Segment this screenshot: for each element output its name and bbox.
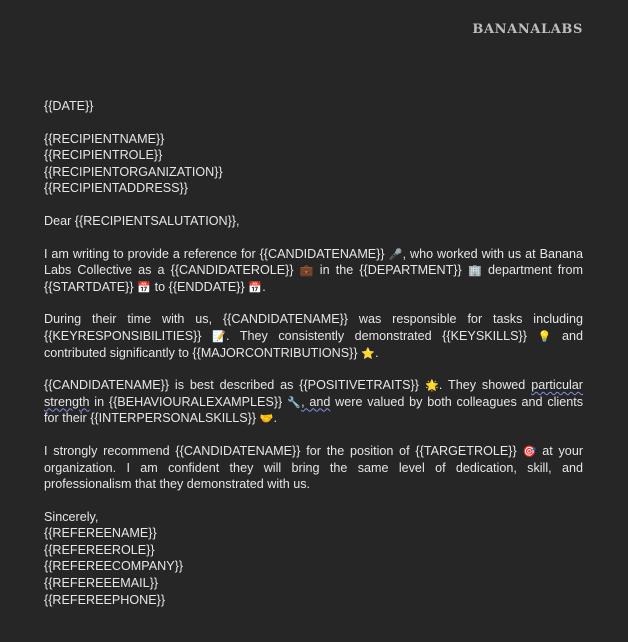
p2-text-b: . They consistently demonstrated {{KEYSKILLS}} <box>226 328 527 343</box>
salutation: Dear {{RECIPIENTSALUTATION}}, <box>44 213 240 228</box>
salutation-block <box>44 213 583 230</box>
spellcheck-underline[interactable]: particular strength <box>44 378 583 409</box>
reference-letter <box>44 98 583 624</box>
recipient-name: {{RECIPIENTNAME}} <box>44 131 165 146</box>
recipient-role: {{RECIPIENTROLE}} <box>44 148 163 163</box>
p3-text-e: , and <box>301 394 331 409</box>
date-field: {{DATE}} <box>44 99 94 113</box>
p1-text-c: in the {{DEPARTMENT}} <box>313 263 462 278</box>
p4-text-b: at your organization. I am confident they will bring the same level of dedication, skill, and professionalism that they demonstrated with us. <box>44 443 584 492</box>
p3-text-f: were valued by both colleagues and clients for their {{INTERPERSONALSKILLS}} <box>44 394 584 426</box>
microphone-icon: 🎤 <box>388 247 403 261</box>
p1-text-a: I am writing to provide a reference for {{CANDIDATENAME}} <box>44 246 385 261</box>
paragraph-traits <box>44 377 583 427</box>
p3-text-d: in {{BEHAVIOURALEXAMPLES}} <box>89 394 283 409</box>
signature-block <box>44 509 583 609</box>
paragraph-recommendation <box>44 443 583 493</box>
recipient-organization: {{RECIPIENTORGANIZATION}} <box>44 164 223 179</box>
p4-text-a: I strongly recommend {{CANDIDATENAME}} for the position of {{TARGETROLE}} <box>44 443 517 458</box>
tools-icon: 🔧 <box>287 395 301 409</box>
p2-text-a: During their time with us, {{CANDIDATENAME}} was responsible for tasks including {{KEYRESPONSIBILITIES}} <box>44 312 583 343</box>
referee-company: {{REFEREECOMPANY}} <box>44 559 184 574</box>
p3-text-g: . <box>273 411 278 426</box>
p3-text-b: . They showed <box>438 378 532 393</box>
p1-text-e: to {{ENDDATE}} <box>151 279 245 294</box>
memo-icon: 📝 <box>212 329 226 343</box>
referee-role: {{REFEREEROLE}} <box>44 542 155 557</box>
referee-name: {{REFEREENAME}} <box>44 526 157 541</box>
calendar-icon: 📅 <box>137 280 151 294</box>
brand-logo: BANANALABS <box>472 22 583 37</box>
p2-text-c: and contributed significantly to {{MAJORCONTRIBUTIONS}} <box>44 328 584 360</box>
referee-phone: {{REFEREEPHONE}} <box>44 592 166 607</box>
calendar-icon: 📅 <box>248 280 263 294</box>
recipient-block <box>44 131 583 197</box>
paragraph-responsibilities <box>44 311 583 361</box>
lightbulb-icon: 💡 <box>537 329 552 343</box>
p1-text-b: , who worked with us at Banana Labs Collective as a {{CANDIDATEROLE}} <box>44 246 583 278</box>
building-icon: 🏢 <box>468 264 482 278</box>
target-icon: 🎯 <box>522 444 537 458</box>
grammar-suggestion[interactable] <box>287 395 330 409</box>
p1-text-d: department from {{STARTDATE}} <box>44 263 583 294</box>
p3-text-a: {{CANDIDATENAME}} is best described as {{POSITIVETRAITS}} <box>44 378 419 393</box>
referee-email: {{REFEREEEMAIL}} <box>44 576 159 591</box>
star-icon: ⭐ <box>361 346 375 360</box>
glowing-star-icon: 🌟 <box>425 379 439 393</box>
paragraph-intro <box>44 246 583 296</box>
closing: Sincerely, <box>44 509 99 524</box>
handshake-icon: 🤝 <box>259 412 274 426</box>
p1-text-f: . <box>262 279 266 294</box>
p2-text-d: . <box>375 345 379 360</box>
recipient-address: {{RECIPIENTADDRESS}} <box>44 181 188 196</box>
briefcase-icon: 💼 <box>299 264 314 278</box>
date-block <box>44 98 583 115</box>
